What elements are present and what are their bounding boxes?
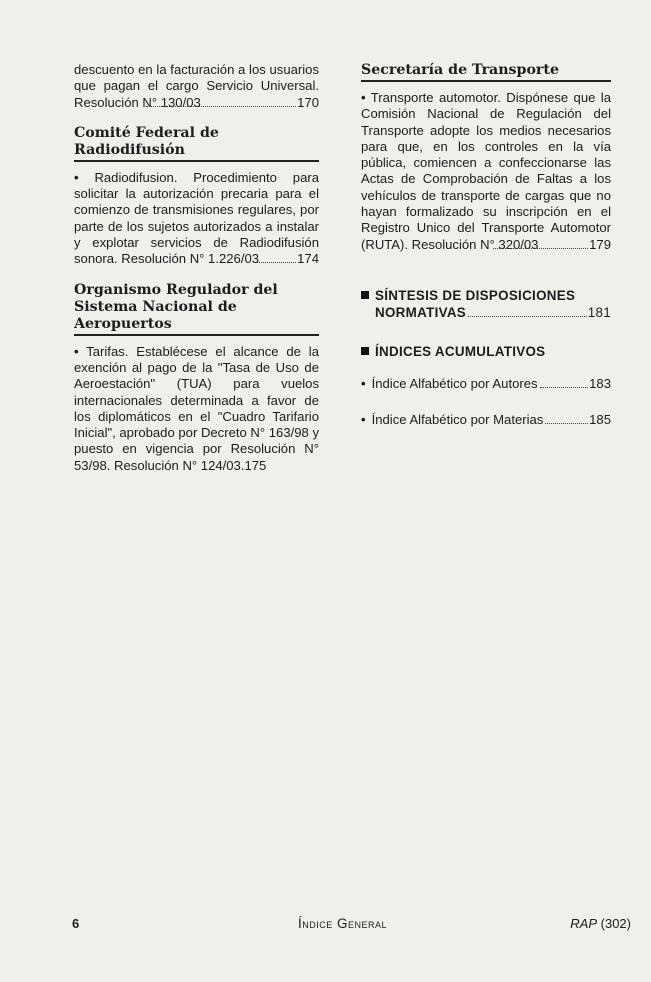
section-heading-radiodifusion: Comité Federal de Radiodifusión xyxy=(74,125,319,162)
footer-journal xyxy=(570,916,631,931)
sintesis-line2: NORMATIVAS xyxy=(375,304,467,320)
right-column xyxy=(361,62,611,429)
entry-page: 174 xyxy=(297,251,319,267)
footer-journal-number: (302) xyxy=(600,916,631,931)
indices-heading: ÍNDICES ACUMULATIVOS xyxy=(361,343,611,360)
intro-page: 170 xyxy=(297,94,319,110)
section-heading-transporte: Secretaría de Transporte xyxy=(361,62,611,82)
section-heading-aeropuertos: Organismo Regulador del Sistema Nacional de Aeropuertos xyxy=(74,282,319,336)
intro-text: descuento en la facturación a los usuarios que pagan el cargo Servicio Universal. Resolución N° 130/03 xyxy=(74,62,319,110)
sintesis-heading: SÍNTESIS DE DISPOSICIONES xyxy=(361,287,611,304)
footer-page-number: 6 xyxy=(72,916,80,931)
entry-text: Radiodifusion. Procedimiento para solicitar la autorización precaria para el comienzo de transmisiones regulares, por parte de los sujetos autorizados a instalar y explotar servicios de Radiodifusión sonora. Resolución N° 1.226/03 xyxy=(74,169,319,267)
footer-journal-name: RAP xyxy=(570,916,598,931)
entry-text: Transporte automotor. Dispónese que la Comisión Nacional de Regulación del Transporte adopte los medios necesarios para que, en los controles en la vía pública, comiencen a confeccionarse las Actas de Comprobación de Faltas a los vehículos de transporte de cargas que no hayan formalizado su inscripción en el Registro Unico del Transporte Automotor (RUTA). Resolución N° 320/03 xyxy=(361,90,611,252)
bullet-icon: • xyxy=(74,343,79,359)
bullet-icon: • xyxy=(361,375,366,391)
entry-transporte xyxy=(361,90,611,253)
square-bullet-icon xyxy=(361,347,369,355)
index-item-autores: • Índice Alfabético por Autores 183 xyxy=(361,375,611,391)
left-column xyxy=(74,62,319,474)
index-item-materias: • Índice Alfabético por Materias 185 xyxy=(361,412,611,428)
entry-page: 179 xyxy=(589,236,611,252)
sintesis-leader xyxy=(361,304,611,321)
entry-page: 175 xyxy=(244,457,267,473)
bullet-icon: • xyxy=(361,412,366,428)
bullet-icon: • xyxy=(361,90,366,105)
sintesis-page: 181 xyxy=(587,304,611,320)
footer-title: Índice General xyxy=(298,916,388,931)
entry-aeropuertos xyxy=(74,344,319,474)
bullet-icon: • xyxy=(74,169,79,185)
entry-text: Tarifas. Establécese el alcance de la exención al pago de la "Tasa de Uso de Aeroestación" (TUA) para vuelos internacionales determinada a favor de los diplomáticos en el "Cuadro Tarifario Inicial", aprobado por Decreto N° 163/98 y puesto en vigencia por Resolución N° 53/98. Resolución N° 124/03. xyxy=(74,343,319,473)
square-bullet-icon xyxy=(361,291,369,299)
